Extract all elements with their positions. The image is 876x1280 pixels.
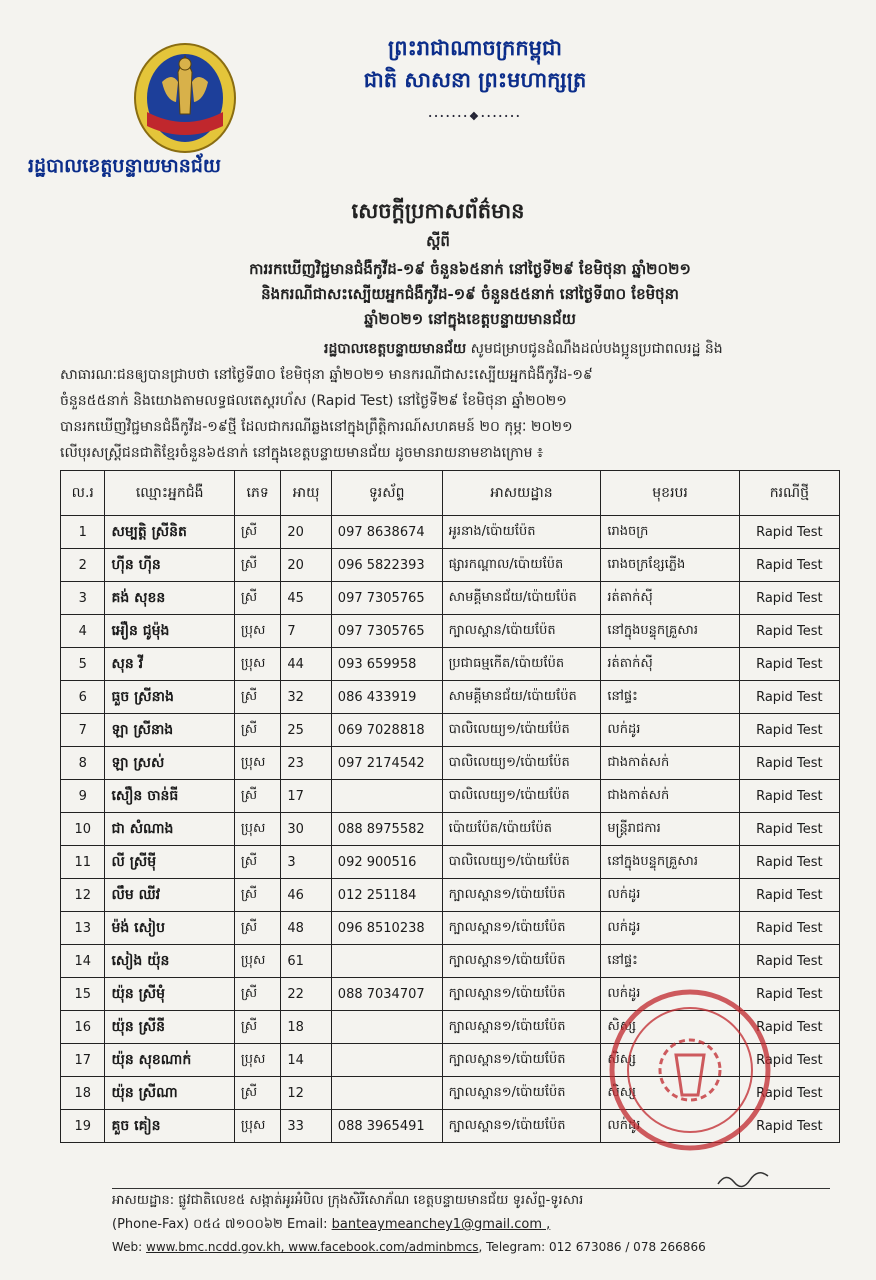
cell-no: 11 (61, 846, 105, 879)
cell-occupation: នៅក្នុងបន្ទុកគ្រួសារ (601, 846, 739, 879)
cell-phone: 096 8510238 (331, 912, 442, 945)
subject-line-1: ការរកឃើញវិជ្ជមានជំងឺកូវីដ-១៩ ចំនួន៦៥នាក់ នៅថ្ងៃទី២៩ ខែមិថុនា ឆ្នាំ២០២១ (249, 260, 691, 278)
cell-occupation: មន្ត្រីរាជការ (601, 813, 739, 846)
cell-name: អឿន ជូម៉ុង (105, 615, 234, 648)
cell-occupation: ជាងកាត់សក់ (601, 780, 739, 813)
cell-sex: ស្រី (234, 846, 280, 879)
cell-name: យ៉ុន សុខណាក់ (105, 1044, 234, 1077)
cell-no: 19 (61, 1110, 105, 1143)
cell-no: 5 (61, 648, 105, 681)
footer-address: អាសយដ្ឋាន: ផ្លូវជាតិលេខ៥ សង្កាត់អូរអំបិល ក្រុងសិរីសោភ័ណ ខេត្តបន្ទាយមានជ័យ ទូរស័ព្ទ-ទូរសារ (112, 1193, 584, 1208)
cell-case: Rapid Test (739, 1044, 839, 1077)
cell-sex: ប្រុស (234, 1044, 280, 1077)
cell-age: 23 (281, 747, 331, 780)
cell-address: ក្បាលស្ពាន១/ប៉ោយប៉ែត (442, 879, 601, 912)
col-header-phone: ទូរស័ព្ទ (331, 471, 442, 516)
cell-phone (331, 945, 442, 978)
cell-age: 45 (281, 582, 331, 615)
table-row (61, 747, 840, 780)
cell-case: Rapid Test (739, 714, 839, 747)
cell-age: 18 (281, 1011, 331, 1044)
col-header-no: ល.រ (61, 471, 105, 516)
cell-case: Rapid Test (739, 879, 839, 912)
cell-sex: ប្រុស (234, 648, 280, 681)
cell-case: Rapid Test (739, 549, 839, 582)
cell-age: 44 (281, 648, 331, 681)
cell-name: លឹម ឈីវ (105, 879, 234, 912)
table-row (61, 648, 840, 681)
cell-name: គួច គៀន (105, 1110, 234, 1143)
cell-age: 33 (281, 1110, 331, 1143)
cell-occupation: នៅផ្ទះ (601, 681, 739, 714)
cell-no: 17 (61, 1044, 105, 1077)
cell-address: ក្បាលស្ពាន/ប៉ោយប៉ែត (442, 615, 601, 648)
cell-no: 12 (61, 879, 105, 912)
footer-phone-fax: (Phone-Fax) ០៥៤ ៧១០០៦២ Email: (112, 1217, 328, 1232)
cell-age: 20 (281, 516, 331, 549)
table-row (61, 615, 840, 648)
subject-line-3: ឆ្នាំ២០២១ នៅក្នុងខេត្តបន្ទាយមានជ័យ (364, 310, 576, 328)
cell-sex: ស្រី (234, 549, 280, 582)
table-row (61, 714, 840, 747)
cell-name: ឡា ស្រស់ (105, 747, 234, 780)
cell-phone: 086 433919 (331, 681, 442, 714)
cell-case: Rapid Test (739, 978, 839, 1011)
cell-address: ក្បាលស្ពាន១/ប៉ោយប៉ែត (442, 1044, 601, 1077)
cell-phone: 012 251184 (331, 879, 442, 912)
cell-name: សម្បត្តិ ស្រីនិត (105, 516, 234, 549)
footer-web-label: Web: (112, 1240, 143, 1254)
cell-phone: 092 900516 (331, 846, 442, 879)
announcement-about: ស្ដីពី (426, 232, 450, 250)
table-row (61, 912, 840, 945)
cell-address: ក្បាលស្ពាន១/ប៉ោយប៉ែត (442, 945, 601, 978)
cell-phone (331, 1044, 442, 1077)
footer-contact (112, 1216, 832, 1235)
cell-occupation: លក់ដូរ (601, 1110, 739, 1143)
table-row (61, 813, 840, 846)
cell-occupation: នៅផ្ទះ (601, 945, 739, 978)
cell-no: 13 (61, 912, 105, 945)
cell-occupation: នៅក្នុងបន្ទុកគ្រួសារ (601, 615, 739, 648)
body-line-3: ចំនួន៥៥នាក់ និងយោងតាមលទ្ធផលតេស្ដរហ័ស (Rapid Test) នៅថ្ងៃទី២៩ ខែមិថុនា ឆ្នាំ២០២១ (60, 393, 567, 409)
table-row (61, 780, 840, 813)
cell-phone: 097 7305765 (331, 615, 442, 648)
cell-no: 16 (61, 1011, 105, 1044)
table-row (61, 549, 840, 582)
cell-sex: ស្រី (234, 681, 280, 714)
official-seal (606, 985, 774, 1155)
body-line-1 (60, 336, 820, 362)
cell-address: ក្បាលស្ពាន១/ប៉ោយប៉ែត (442, 912, 601, 945)
cell-case: Rapid Test (739, 813, 839, 846)
cell-sex: ស្រី (234, 1011, 280, 1044)
table-row (61, 846, 840, 879)
table-header-row (61, 471, 840, 516)
cell-no: 9 (61, 780, 105, 813)
cell-address: ផ្សារកណ្ដាល/ប៉ោយប៉ែត (442, 549, 601, 582)
cell-phone: 093 659958 (331, 648, 442, 681)
provincial-emblem (132, 42, 238, 154)
cell-case: Rapid Test (739, 945, 839, 978)
national-motto: ជាតិ សាសនា ព្រះមហាក្សត្រ (363, 67, 587, 92)
cell-no: 14 (61, 945, 105, 978)
body-line-2: សាធារណៈជនឲ្យបានជ្រាបថា នៅថ្ងៃទី៣០ ខែមិថុនា ឆ្នាំ២០២១ មានករណីជាសះស្បើយអ្នកជំងឺកូវីដ-១៩ (60, 367, 593, 383)
cell-address: បាលិលេយ្យ១/ប៉ោយប៉ែត (442, 714, 601, 747)
cell-age: 17 (281, 780, 331, 813)
table-row (61, 945, 840, 978)
body-lead: រដ្ឋបាលខេត្តបន្ទាយមានជ័យ (324, 341, 467, 357)
cell-phone: 088 3965491 (331, 1110, 442, 1143)
footer-divider (112, 1188, 830, 1189)
cell-age: 3 (281, 846, 331, 879)
cell-occupation: លក់ដូរ (601, 978, 739, 1011)
cell-occupation: រោងចក្រខ្សែភ្លើង (601, 549, 739, 582)
cell-sex: ប្រុស (234, 747, 280, 780)
cell-name: គង់ សុខន (105, 582, 234, 615)
cell-case: Rapid Test (739, 1110, 839, 1143)
announcement-title: សេចក្ដីប្រកាសព័ត៌មាន (351, 198, 525, 223)
cell-age: 20 (281, 549, 331, 582)
cell-case: Rapid Test (739, 516, 839, 549)
cell-phone (331, 1077, 442, 1110)
cell-age: 32 (281, 681, 331, 714)
cell-sex: ស្រី (234, 1077, 280, 1110)
cell-address: សាមគ្គីមានជ័យ/ប៉ោយប៉ែត (442, 582, 601, 615)
footer-telegram: , Telegram: 012 673086 / 078 266866 (478, 1240, 706, 1254)
cell-phone: 097 8638674 (331, 516, 442, 549)
cell-occupation: សិស្ស (601, 1011, 739, 1044)
cell-address: បាលិលេយ្យ១/ប៉ោយប៉ែត (442, 846, 601, 879)
cell-sex: ស្រី (234, 978, 280, 1011)
cell-sex: ស្រី (234, 714, 280, 747)
cell-name: លី ស្រីមុី (105, 846, 234, 879)
cell-age: 48 (281, 912, 331, 945)
cell-age: 46 (281, 879, 331, 912)
footer-website-link[interactable]: www.bmc.ncdd.gov.kh (146, 1240, 281, 1254)
cell-address: ក្បាលស្ពាន១/ប៉ោយប៉ែត (442, 978, 601, 1011)
col-header-age: អាយុ (281, 471, 331, 516)
cell-case: Rapid Test (739, 1011, 839, 1044)
cell-phone: 097 7305765 (331, 582, 442, 615)
table-row (61, 582, 840, 615)
cell-age: 25 (281, 714, 331, 747)
footer-email-link[interactable]: banteaymeanchey1@gmail.com , (331, 1217, 551, 1232)
cell-occupation: រោងចក្រ (601, 516, 739, 549)
col-header-name: ឈ្មោះអ្នកជំងឺ (105, 471, 234, 516)
cell-address: ប៉ោយប៉ែត/ប៉ោយប៉ែត (442, 813, 601, 846)
cell-address: ក្បាលស្ពាន១/ប៉ោយប៉ែត (442, 1011, 601, 1044)
cell-case: Rapid Test (739, 615, 839, 648)
cell-no: 10 (61, 813, 105, 846)
issuing-authority: រដ្ឋបាលខេត្តបន្ទាយមានជ័យ (28, 155, 221, 177)
footer-web (112, 1240, 832, 1254)
ornament-divider: ·······❖······· (428, 110, 522, 123)
cell-sex: ស្រី (234, 582, 280, 615)
cell-occupation: រត់តាក់ស៊ី (601, 582, 739, 615)
col-header-address: អាសយដ្ឋាន (442, 471, 601, 516)
body-text-1: សូមជម្រាបជូនដំណឹងដល់បងប្អូនប្រជាពលរដ្ឋ និង (470, 341, 723, 357)
cell-case: Rapid Test (739, 1077, 839, 1110)
cell-address: សាមគ្គីមានជ័យ/ប៉ោយប៉ែត (442, 681, 601, 714)
kingdom-title: ព្រះរាជាណាចក្រកម្ពុជា (387, 35, 562, 60)
cell-address: ក្បាលស្ពាន១/ប៉ោយប៉ែត (442, 1110, 601, 1143)
cell-age: 7 (281, 615, 331, 648)
table-row (61, 879, 840, 912)
cell-name: ឡា ស្រីនាង (105, 714, 234, 747)
cell-sex: ប្រុស (234, 945, 280, 978)
cell-occupation: សិស្ស (601, 1077, 739, 1110)
cell-no: 3 (61, 582, 105, 615)
table-row (61, 516, 840, 549)
cell-name: យ៉ុន ស្រីណា (105, 1077, 234, 1110)
cell-phone: 096 5822393 (331, 549, 442, 582)
cell-sex: ស្រី (234, 516, 280, 549)
cell-address: ប្រជាធម្មកើត/ប៉ោយប៉ែត (442, 648, 601, 681)
cell-sex: ប្រុស (234, 1110, 280, 1143)
cell-name: ជា សំណាង (105, 813, 234, 846)
cell-case: Rapid Test (739, 648, 839, 681)
cell-name: សឿន ចាន់ធី (105, 780, 234, 813)
cell-address: ក្បាលស្ពាន១/ប៉ោយប៉ែត (442, 1077, 601, 1110)
body-line-5: លើបុរសស្ត្រីជនជាតិខ្មែរចំនួន៦៥នាក់ នៅក្នុងខេត្តបន្ទាយមានជ័យ ដូចមានរាយនាមខាងក្រោម ៖ (60, 445, 544, 461)
cell-case: Rapid Test (739, 747, 839, 780)
cell-address: បាលិលេយ្យ១/ប៉ោយប៉ែត (442, 747, 601, 780)
cell-phone (331, 1011, 442, 1044)
cell-no: 8 (61, 747, 105, 780)
cell-no: 2 (61, 549, 105, 582)
cell-occupation: លក់ដូរ (601, 714, 739, 747)
cell-case: Rapid Test (739, 582, 839, 615)
cell-sex: ប្រុស (234, 615, 280, 648)
cell-no: 18 (61, 1077, 105, 1110)
cell-age: 30 (281, 813, 331, 846)
cell-name: ម៉ង់ សៀប (105, 912, 234, 945)
cell-sex: ប្រុស (234, 813, 280, 846)
body-line-4: បានរកឃើញវិជ្ជមានជំងឺកូវីដ-១៩ថ្មី ដែលជាករណីឆ្លងនៅក្នុងព្រឹត្តិការណ៍សហគមន៍ ២០ កុម្ភៈ ២០២១ (60, 419, 573, 435)
cell-occupation: លក់ដូរ (601, 879, 739, 912)
cell-occupation: រត់តាក់ស៊ី (601, 648, 739, 681)
cell-no: 7 (61, 714, 105, 747)
cell-address: បាលិលេយ្យ១/ប៉ោយប៉ែត (442, 780, 601, 813)
cell-phone: 097 2174542 (331, 747, 442, 780)
footer-facebook-link[interactable]: , www.facebook.com/adminbmcs (280, 1240, 479, 1254)
cell-phone: 088 7034707 (331, 978, 442, 1011)
cell-occupation: ជាងកាត់សក់ (601, 747, 739, 780)
cell-no: 6 (61, 681, 105, 714)
cell-no: 1 (61, 516, 105, 549)
cell-phone: 088 8975582 (331, 813, 442, 846)
table-row (61, 681, 840, 714)
cell-name: សៀង យ៉ុន (105, 945, 234, 978)
cell-name: សុន វី (105, 648, 234, 681)
cell-phone (331, 780, 442, 813)
cell-sex: ស្រី (234, 879, 280, 912)
cell-name: ធួច ស្រីនាង (105, 681, 234, 714)
col-header-case: ករណីថ្មី (739, 471, 839, 516)
cell-occupation: លក់ដូរ (601, 912, 739, 945)
cell-no: 4 (61, 615, 105, 648)
cell-case: Rapid Test (739, 780, 839, 813)
cell-age: 61 (281, 945, 331, 978)
cell-age: 22 (281, 978, 331, 1011)
cell-name: ហ៊ីន ហ៊ីន (105, 549, 234, 582)
subject-line-2: និងករណីជាសះស្បើយអ្នកជំងឺកូវីដ-១៩ ចំនួន៥៥នាក់ នៅថ្ងៃទី៣០ ខែមិថុនា (261, 285, 679, 303)
cell-phone: 069 7028818 (331, 714, 442, 747)
cell-no: 15 (61, 978, 105, 1011)
cell-age: 14 (281, 1044, 331, 1077)
cell-case: Rapid Test (739, 912, 839, 945)
cell-name: យ៉ុន ស្រីមុំ (105, 978, 234, 1011)
col-header-occupation: មុខរបរ (601, 471, 739, 516)
cell-address: អូរនាង/ប៉ោយប៉ែត (442, 516, 601, 549)
cell-age: 12 (281, 1077, 331, 1110)
col-header-sex: ភេទ (234, 471, 280, 516)
cell-sex: ស្រី (234, 912, 280, 945)
cell-sex: ស្រី (234, 780, 280, 813)
cell-case: Rapid Test (739, 681, 839, 714)
cell-name: យ៉ុន ស្រីនី (105, 1011, 234, 1044)
cell-occupation: សិស្ស (601, 1044, 739, 1077)
cell-case: Rapid Test (739, 846, 839, 879)
